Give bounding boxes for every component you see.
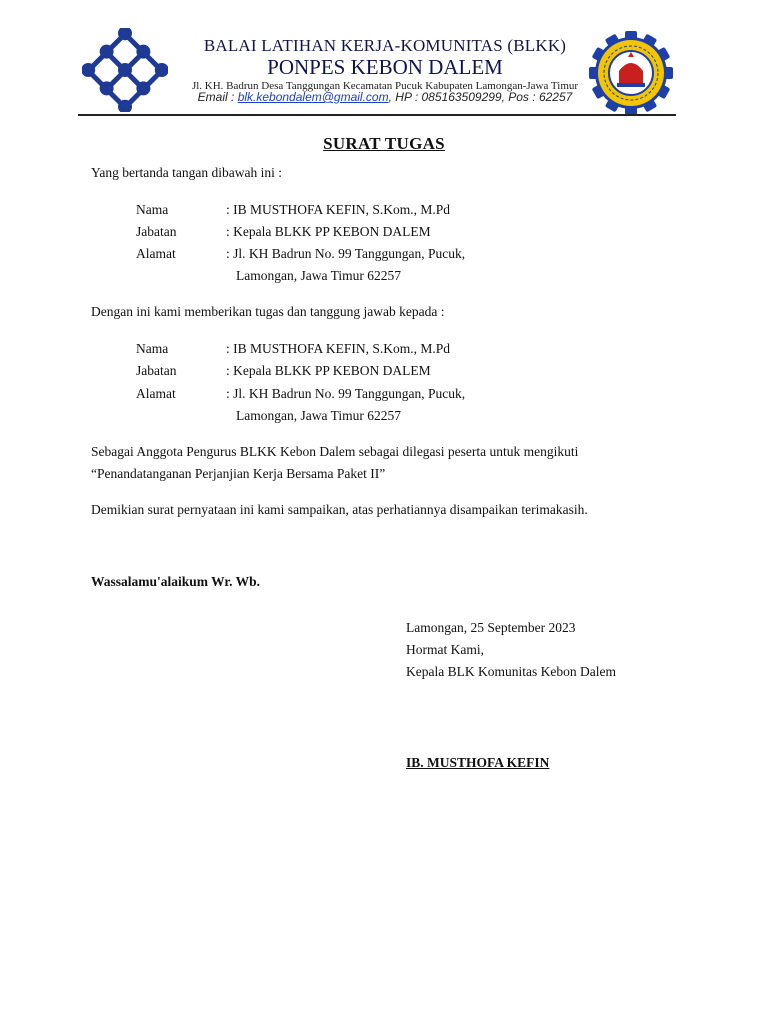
signature-position: Kepala BLK Komunitas Kebon Dalem <box>406 664 616 679</box>
signer-address-line2: Lamongan, Jawa Timur 62257 <box>236 268 401 283</box>
closing-text: Demikian surat pernyataan ini kami sampaikan, atas perhatiannya disampaikan terimakasih. <box>91 502 588 517</box>
assignment-intro-text: Dengan ini kami memberikan tugas dan tanggung jawab kepada : <box>91 304 445 319</box>
institution-subname: PONPES KEBON DALEM <box>267 55 503 79</box>
salutation-text: Wassalamu'alaikum Wr. Wb. <box>91 574 261 589</box>
assignee-address-label: Alamat <box>136 386 176 401</box>
email-prefix: Email : <box>197 90 238 104</box>
signer-position-label: Jabatan <box>136 224 177 239</box>
signer-name-label: Nama <box>136 202 169 217</box>
assignee-address-line2: Lamongan, Jawa Timur 62257 <box>236 408 401 423</box>
intro-text: Yang bertanda tangan dibawah ini : <box>91 165 282 180</box>
signer-address-label: Alamat <box>136 246 176 261</box>
assignee-name-label: Nama <box>136 341 169 356</box>
signer-address-line1: : Jl. KH Badrun No. 99 Tanggungan, Pucuk, <box>226 246 466 261</box>
purpose-text-line2: “Penandatanganan Perjanjian Kerja Bersama Paket II” <box>91 466 386 481</box>
document-title: SURAT TUGAS <box>323 134 445 153</box>
letterhead-divider <box>78 114 676 116</box>
kemnaker-logo-icon <box>82 28 168 112</box>
purpose-text-line1: Sebagai Anggota Pengurus BLKK Kebon Dalem sebagai dilegasi peserta untuk mengikuti <box>91 444 579 459</box>
signer-name-value: : IB MUSTHOFA KEFIN, S.Kom., M.Pd <box>226 202 451 217</box>
signature-regards: Hormat Kami, <box>406 642 484 657</box>
signer-position-value: : Kepala BLKK PP KEBON DALEM <box>226 224 431 239</box>
assignee-name-value: : IB MUSTHOFA KEFIN, S.Kom., M.Pd <box>226 341 451 356</box>
institution-name: BALAI LATIHAN KERJA-KOMUNITAS (BLKK) <box>203 36 567 55</box>
email-link[interactable]: blk.kebondalem@gmail.com <box>237 90 389 104</box>
contact-suffix: , HP : 085163509299, Pos : 62257 <box>388 90 573 104</box>
assignee-address-line1: : Jl. KH Badrun No. 99 Tanggungan, Pucuk, <box>226 386 466 401</box>
assignee-position-label: Jabatan <box>136 363 177 378</box>
signature-place-date: Lamongan, 25 September 2023 <box>406 620 576 635</box>
assignee-position-value: : Kepala BLKK PP KEBON DALEM <box>226 363 431 378</box>
institution-contact <box>160 90 610 104</box>
signature-name: IB. MUSTHOFA KEFIN <box>406 755 550 770</box>
institution-address: Jl. KH. Badrun Desa Tanggungan Kecamatan Pucuk Kabupaten Lamongan-Jawa Timur <box>191 80 579 92</box>
